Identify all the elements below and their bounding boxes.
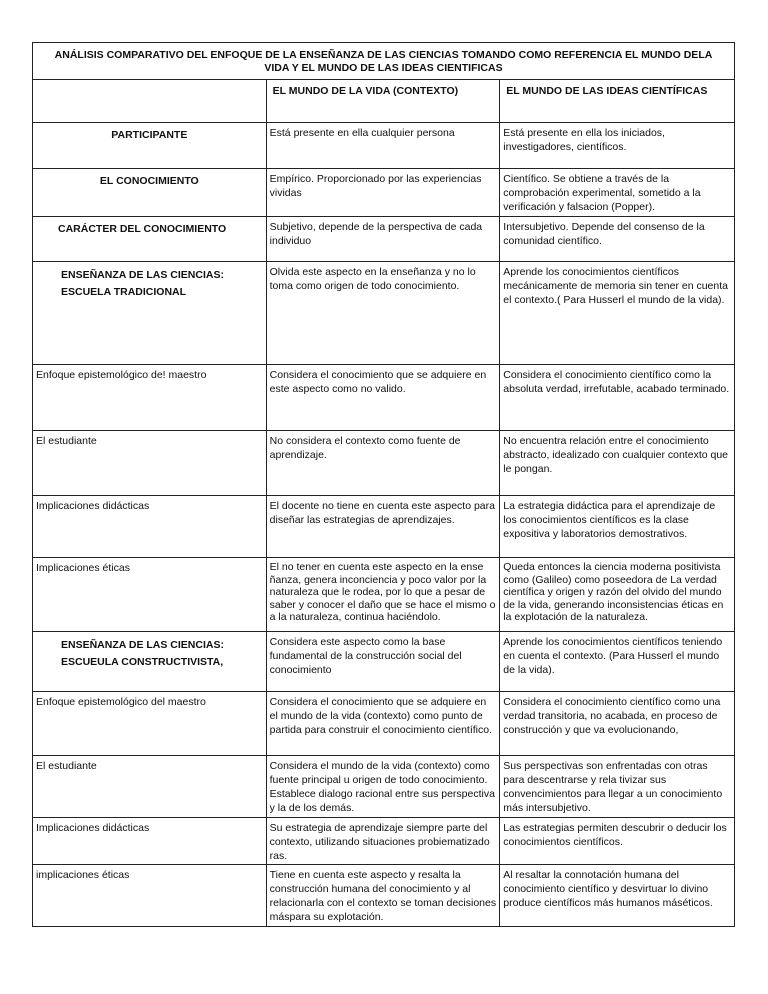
- row-label: EL CONOCIMIENTO: [33, 169, 267, 217]
- table-row: [33, 818, 735, 865]
- cell-vida: Tiene en cuenta este aspecto y resalta la construcción humana del conocimiento y al relacionarla con el contexto se toman decisiones máspara su explotación.: [266, 865, 500, 927]
- row-label: Implicaciones didácticas: [33, 818, 267, 865]
- cell-vida: Está presente en ella cualquier persona: [266, 123, 500, 169]
- header-mundo-vida: EL MUNDO DE LA VIDA (CONTEXTO): [266, 80, 500, 123]
- row-label: El estudiante: [33, 431, 267, 496]
- cell-vida: Considera el conocimiento que se adquiere en el mundo de la vida (contexto) como punto de partida para construir el conocimiento científico.: [266, 692, 500, 756]
- cell-ideas: Al resaltar la connotación humana del conocimiento científico y desvirtuar lo divino produce científicos más humanos máséticos.: [500, 865, 735, 927]
- cell-ideas: Aprende los conocimientos científicos teniendo en cuenta el contexto. (Para Husserl el mundo de la vida).: [500, 632, 735, 692]
- table-row: [33, 431, 735, 496]
- header-empty-cell: [33, 80, 267, 123]
- cell-ideas: Intersubjetivo. Depende del consenso de la comunidad científico.: [500, 217, 735, 262]
- table-row: [33, 865, 735, 927]
- cell-ideas: Está presente en ella los iniciados, investigadores, científicos.: [500, 123, 735, 169]
- cell-ideas: Sus perspectivas son enfrentadas con otras para descentrarse y rela tivizar sus convencimientos para llegar a un conocimiento más intersubjetivo.: [500, 756, 735, 818]
- row-label: Enfoque epistemológico del maestro: [33, 692, 267, 756]
- row-label: ENSEÑANZA DE LAS CIENCIAS: ESCUEULA CONSTRUCTIVISTA,: [33, 632, 267, 692]
- row-label: Implicaciones didácticas: [33, 496, 267, 558]
- table-row: [33, 262, 735, 365]
- row-label: El estudiante: [33, 756, 267, 818]
- cell-ideas: No encuentra relación entre el conocimiento abstracto, idealizado con cualquier contexto que le pongan.: [500, 431, 735, 496]
- cell-vida: No considera el contexto como fuente de aprendizaje.: [266, 431, 500, 496]
- table-row: [33, 558, 735, 632]
- table-row: [33, 632, 735, 692]
- row-label: PARTICIPANTE: [33, 123, 267, 169]
- comparison-table: [32, 42, 735, 927]
- cell-vida: El no tener en cuenta este aspecto en la ense ñanza, genera inconciencia y poco valor por la naturaleza que le rodea, por lo que a pesar de saber y conocer el daño que se hace el mismo o a la naturaleza, continua haciéndolo.: [266, 558, 500, 632]
- comparison-document: [32, 42, 735, 927]
- cell-ideas: Considera el conocimiento científico como una verdad transitoria, no acabada, en proceso de construcción y que va evolucionando,: [500, 692, 735, 756]
- row-label: Implicaciones éticas: [33, 558, 267, 632]
- table-row: [33, 169, 735, 217]
- table-row: [33, 496, 735, 558]
- row-label: ENSEÑANZA DE LAS CIENCIAS: ESCUELA TRADICIONAL: [33, 262, 267, 365]
- header-mundo-ideas: EL MUNDO DE LAS IDEAS CIENTÍFICAS: [500, 80, 735, 123]
- row-label: implicaciones éticas: [33, 865, 267, 927]
- cell-ideas: Científico. Se obtiene a través de la comprobación experimental, sometido a la verificación y falsacion (Popper).: [500, 169, 735, 217]
- row-label: CARÁCTER DEL CONOCIMIENTO: [33, 217, 267, 262]
- cell-ideas: Las estrategias permiten descubrir o deducir los conocimientos científicos.: [500, 818, 735, 865]
- cell-ideas: Considera el conocimiento científico como la absoluta verdad, irrefutable, acabado terminado.: [500, 365, 735, 431]
- table-row: [33, 217, 735, 262]
- cell-vida: Considera el conocimiento que se adquiere en este aspecto como no valido.: [266, 365, 500, 431]
- table-row: [33, 692, 735, 756]
- table-row: [33, 756, 735, 818]
- table-row: [33, 365, 735, 431]
- cell-ideas: Queda entonces la ciencia moderna positivista como (Galileo) como poseedora de La verdad científica y origen y razón del olvido del mundo de la vida, generando inconsistencias éticas en la explotación de la naturaleza.: [500, 558, 735, 632]
- cell-vida: Olvida este aspecto en la enseñanza y no lo toma como origen de todo conocimiento.: [266, 262, 500, 365]
- cell-vida: Considera este aspecto como la base fundamental de la construcción social del conocimiento: [266, 632, 500, 692]
- table-row: [33, 123, 735, 169]
- cell-vida: Empírico. Proporcionado por las experiencias vividas: [266, 169, 500, 217]
- cell-ideas: Aprende los conocimientos científicos mecánicamente de memoria sin tener en cuenta el contexto.( Para Husserl el mundo de la vida).: [500, 262, 735, 365]
- row-label: Enfoque epistemológico de! maestro: [33, 365, 267, 431]
- cell-vida: Considera el mundo de la vida (contexto) como fuente principal u origen de todo conocimiento. Establece dialogo racional entre sus perspectiva y la de los demás.: [266, 756, 500, 818]
- cell-vida: El docente no tiene en cuenta este aspecto para diseñar las estrategias de aprendizajes.: [266, 496, 500, 558]
- document-title: ANÁLISIS COMPARATIVO DEL ENFOQUE DE LA ENSEÑANZA DE LAS CIENCIAS TOMANDO COMO REFERENCIA EL MUNDO DELA VIDA Y EL MUNDO DE LAS IDEAS CIENTIFICAS: [33, 43, 735, 80]
- cell-vida: Subjetivo, depende de la perspectiva de cada individuo: [266, 217, 500, 262]
- cell-ideas: La estrategia didáctica para el aprendizaje de los conocimientos científicos es la clase expositiva y laboratorios demostrativos.: [500, 496, 735, 558]
- cell-vida: Su estrategia de aprendizaje siempre parte del contexto, utilizando situaciones probiematizado ras.: [266, 818, 500, 865]
